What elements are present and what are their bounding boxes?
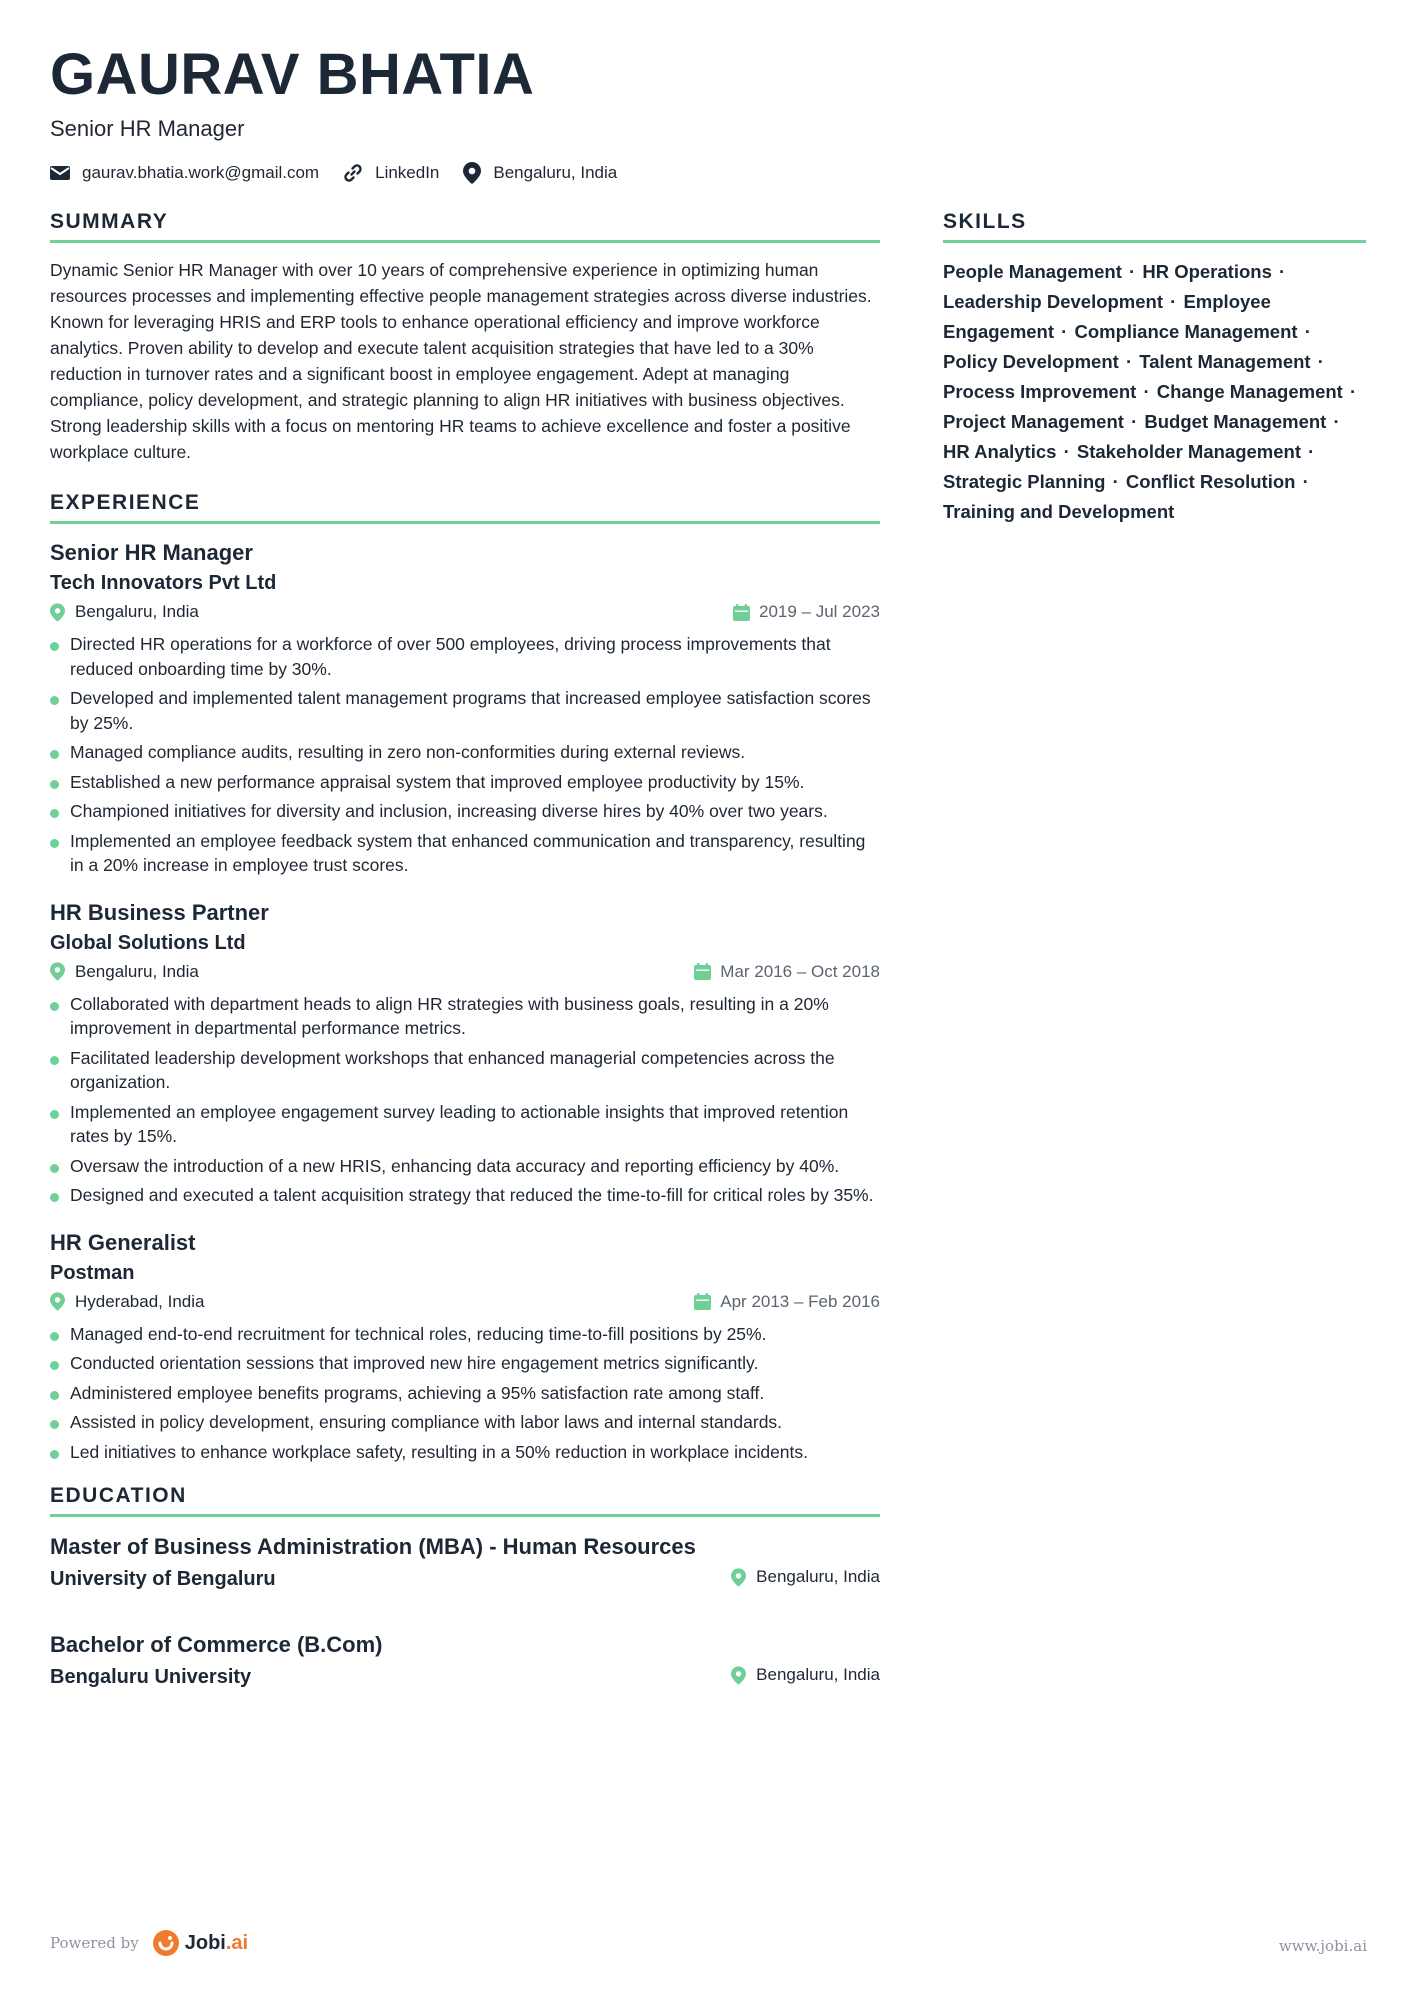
skill-item: Employee Engagement: [943, 291, 1271, 342]
brand-name: Jobi: [184, 1931, 226, 1954]
brand-suffix: .ai: [225, 1931, 249, 1954]
job-bullets: [50, 992, 880, 1208]
link-icon: [343, 163, 363, 183]
bullet-text: Championed initiatives for diversity and inclusion, increasing diverse hires by 40% over two years.: [70, 801, 828, 821]
bullet-dot: [50, 1391, 59, 1400]
school-name: University of Bengaluru: [50, 1568, 276, 1590]
skill-separator: ·: [1349, 381, 1357, 402]
bullet-text: Implemented an employee feedback system that enhanced communication and transparency, resulting in a 20% increase in employee trust scores.: [70, 830, 866, 875]
bullet-text: Managed compliance audits, resulting in zero non-conformities during external reviews.: [70, 742, 746, 762]
map-pin-icon: [50, 1292, 65, 1311]
bullet-item: [50, 740, 880, 765]
bullet-text: Developed and implemented talent management programs that increased employee satisfaction scores by 25%.: [70, 688, 871, 733]
skill-item: Project Management: [943, 411, 1124, 432]
skill-separator: ·: [1125, 351, 1133, 372]
bullet-dot: [50, 750, 59, 759]
candidate-role: Senior HR Manager: [50, 116, 245, 141]
degree-title: Master of Business Administration (MBA) - Human Resources: [50, 1534, 696, 1559]
summary-heading: SUMMARY: [50, 210, 880, 243]
school-name: Bengaluru University: [50, 1666, 252, 1688]
skill-separator: ·: [1143, 381, 1150, 402]
bullet-dot: [50, 1450, 59, 1459]
job-dates-text: Apr 2013 – Feb 2016: [720, 1291, 880, 1311]
skill-separator: ·: [1131, 411, 1138, 432]
experience-entry: [50, 538, 880, 878]
bullet-item: [50, 1440, 880, 1465]
contact-location: [463, 162, 617, 184]
job-meta: [50, 598, 880, 626]
experience-heading: EXPERIENCE: [50, 491, 880, 524]
bullet-dot: [50, 696, 59, 705]
bullet-text: Led initiatives to enhance workplace safety, resulting in a 50% reduction in workplace incidents.: [70, 1441, 809, 1462]
skill-item: Leadership Development: [943, 291, 1164, 312]
education-heading: EDUCATION: [50, 1484, 880, 1517]
bullet-dot: [50, 1193, 59, 1202]
mail-icon: [50, 165, 70, 181]
skill-separator: ·: [1112, 471, 1119, 492]
skill-separator: ·: [1333, 411, 1340, 432]
skill-item: Budget Management: [1144, 411, 1327, 432]
bullet-text: Established a new performance appraisal system that improved employee productivity by 15%.: [70, 771, 805, 792]
skill-item: Talent Management: [1139, 351, 1311, 372]
bullet-item: [50, 1100, 880, 1149]
job-dates: [733, 602, 880, 622]
contact-email[interactable]: [50, 163, 319, 183]
bullet-dot: [50, 642, 59, 651]
bullet-text: Designed and executed a talent acquisition strategy that reduced the time-to-fill for critical roles by 35%.: [70, 1185, 874, 1205]
bullet-dot: [50, 839, 59, 848]
bullet-item: [50, 632, 880, 681]
job-meta: [50, 1288, 880, 1316]
job-meta: [50, 958, 880, 986]
bullet-text: Assisted in policy development, ensuring compliance with labor laws and internal standards.: [70, 1412, 783, 1432]
bullet-item: [50, 1046, 880, 1095]
bullet-text: Oversaw the introduction of a new HRIS, enhancing data accuracy and reporting efficiency by 40%.: [70, 1155, 840, 1176]
bullet-dot: [50, 1110, 59, 1119]
skill-separator: ·: [1304, 321, 1311, 342]
bullet-text: Conducted orientation sessions that improved new hire engagement metrics significantly.: [70, 1353, 759, 1373]
location-text: Bengaluru, India: [493, 163, 618, 182]
site-url[interactable]: www.jobi.ai: [1278, 1937, 1367, 1955]
job-location: [50, 1292, 204, 1312]
bullet-item: [50, 1410, 880, 1435]
jobi-logo[interactable]: [153, 1930, 248, 1956]
job-title: Senior HR Manager: [50, 540, 253, 565]
skill-item: HR Analytics: [943, 441, 1057, 462]
job-dates-text: 2019 – Jul 2023: [759, 602, 880, 621]
degree-title: Bachelor of Commerce (B.Com): [50, 1632, 383, 1657]
skill-separator: ·: [1317, 351, 1324, 372]
education-location: [731, 1567, 880, 1587]
bullet-text: Managed end-to-end recruitment for technical roles, reducing time-to-fill positions by 25%.: [70, 1323, 767, 1344]
skill-item: Stakeholder Management: [1076, 441, 1302, 462]
company-name: Tech Innovators Pvt Ltd: [50, 572, 277, 594]
bullet-dot: [50, 1056, 59, 1065]
sidebar-column: [943, 210, 1366, 527]
footer-branding: [50, 1930, 248, 1956]
education-entry: [50, 1629, 880, 1699]
jobi-logo-icon: [153, 1930, 179, 1956]
job-location: [50, 962, 199, 982]
skill-separator: ·: [1063, 441, 1070, 462]
bullet-dot: [50, 1164, 59, 1173]
powered-by-text: Powered by: [50, 1934, 139, 1952]
job-bullets: [50, 1322, 880, 1465]
skill-separator: ·: [1061, 321, 1068, 342]
bullet-item: [50, 1183, 880, 1208]
education-location: [731, 1665, 880, 1685]
bullet-item: [50, 1381, 880, 1406]
education-entry: [50, 1531, 880, 1601]
skill-item: Compliance Management: [1074, 321, 1298, 342]
experience-entry: [50, 898, 880, 1208]
job-title: HR Business Partner: [50, 899, 269, 925]
job-location-text: Bengaluru, India: [75, 961, 199, 981]
contact-linkedin[interactable]: [343, 163, 439, 183]
skill-item: Training and Development: [943, 501, 1175, 522]
map-pin-icon: [50, 603, 65, 622]
skills-list: [943, 257, 1366, 527]
skill-item: Process Improvement: [943, 381, 1137, 402]
map-pin-icon: [731, 1666, 746, 1685]
bullet-item: [50, 686, 880, 735]
summary-text: Dynamic Senior HR Manager with over 10 years of comprehensive experience in optimizing human resources processes and implementing effective people management strategies across diverse industries. Known for leveraging HRIS and ERP tools to enhance operational efficiency and improve workforce analytics. Proven ability to develop and execute talent acquisition strategies that have led to a 30% reduction in turnover rates and a significant boost in employee engagement. Adept at managing compliance, policy development, and strategic planning to align HR initiatives with business objectives. Strong leadership skills with a focus on mentoring HR teams to achieve excellence and foster a positive workplace culture.: [50, 260, 872, 462]
map-pin-icon: [50, 962, 65, 981]
job-title: HR Generalist: [50, 1229, 196, 1255]
job-dates: [694, 1292, 880, 1312]
bullet-text: Directed HR operations for a workforce of over 500 employees, driving process improvements that reduced onboarding time by 30%.: [70, 634, 831, 679]
bullet-text: Collaborated with department heads to align HR strategies with business goals, resulting in a 20% improvement in departmental performance metrics.: [70, 993, 829, 1038]
job-location-text: Bengaluru, India: [75, 602, 199, 621]
contact-bar: [50, 160, 641, 186]
company-name: Global Solutions Ltd: [50, 931, 246, 954]
education-location-text: Bengaluru, India: [756, 1665, 880, 1684]
bullet-item: [50, 1351, 880, 1376]
skill-separator: ·: [1302, 471, 1309, 492]
company-name: Postman: [50, 1261, 135, 1284]
education-list: [50, 1531, 880, 1699]
calendar-icon: [694, 963, 711, 980]
job-dates-text: Mar 2016 – Oct 2018: [720, 961, 880, 981]
skill-item: Conflict Resolution: [1125, 471, 1296, 492]
bullet-item: [50, 829, 880, 878]
experience-entry: [50, 1228, 880, 1465]
skills-heading: SKILLS: [943, 210, 1366, 243]
calendar-icon: [694, 1293, 711, 1310]
bullet-item: [50, 799, 880, 824]
job-bullets: [50, 632, 880, 878]
bullet-dot: [50, 780, 59, 789]
skill-item: HR Operations: [1142, 261, 1272, 282]
candidate-name: GAURAV BHATIA: [50, 42, 535, 107]
bullet-dot: [50, 809, 59, 818]
job-location: [50, 602, 199, 622]
skill-item: Strategic Planning: [943, 471, 1106, 492]
bullet-text: Implemented an employee engagement survey leading to actionable insights that improved retention rates by 15%.: [70, 1101, 849, 1146]
map-pin-icon: [731, 1568, 746, 1587]
linkedin-link: LinkedIn: [375, 163, 440, 182]
calendar-icon: [733, 604, 750, 621]
bullet-item: [50, 1154, 880, 1179]
skill-separator: ·: [1170, 291, 1177, 312]
education-location-text: Bengaluru, India: [756, 1567, 880, 1586]
job-location-text: Hyderabad, India: [75, 1291, 205, 1311]
bullet-item: [50, 1322, 880, 1347]
bullet-text: Administered employee benefits programs, achieving a 95% satisfaction rate among staff.: [70, 1382, 765, 1403]
skill-item: Change Management: [1156, 381, 1343, 402]
main-column: [50, 210, 880, 1727]
job-dates: [694, 962, 880, 982]
bullet-item: [50, 770, 880, 795]
bullet-dot: [50, 1332, 59, 1341]
experience-list: [50, 538, 880, 1464]
bullet-dot: [50, 1002, 59, 1011]
skill-separator: ·: [1279, 261, 1286, 282]
bullet-item: [50, 992, 880, 1041]
email-text: gaurav.bhatia.work@gmail.com: [82, 163, 320, 182]
map-pin-icon: [463, 162, 481, 184]
skill-separator: ·: [1129, 261, 1136, 282]
bullet-dot: [50, 1361, 59, 1370]
skill-separator: ·: [1308, 441, 1315, 462]
bullet-text: Facilitated leadership development workshops that enhanced managerial competencies across the organization.: [70, 1047, 835, 1092]
skill-item: People Management: [943, 261, 1122, 282]
skill-item: Policy Development: [943, 351, 1119, 372]
bullet-dot: [50, 1420, 59, 1429]
